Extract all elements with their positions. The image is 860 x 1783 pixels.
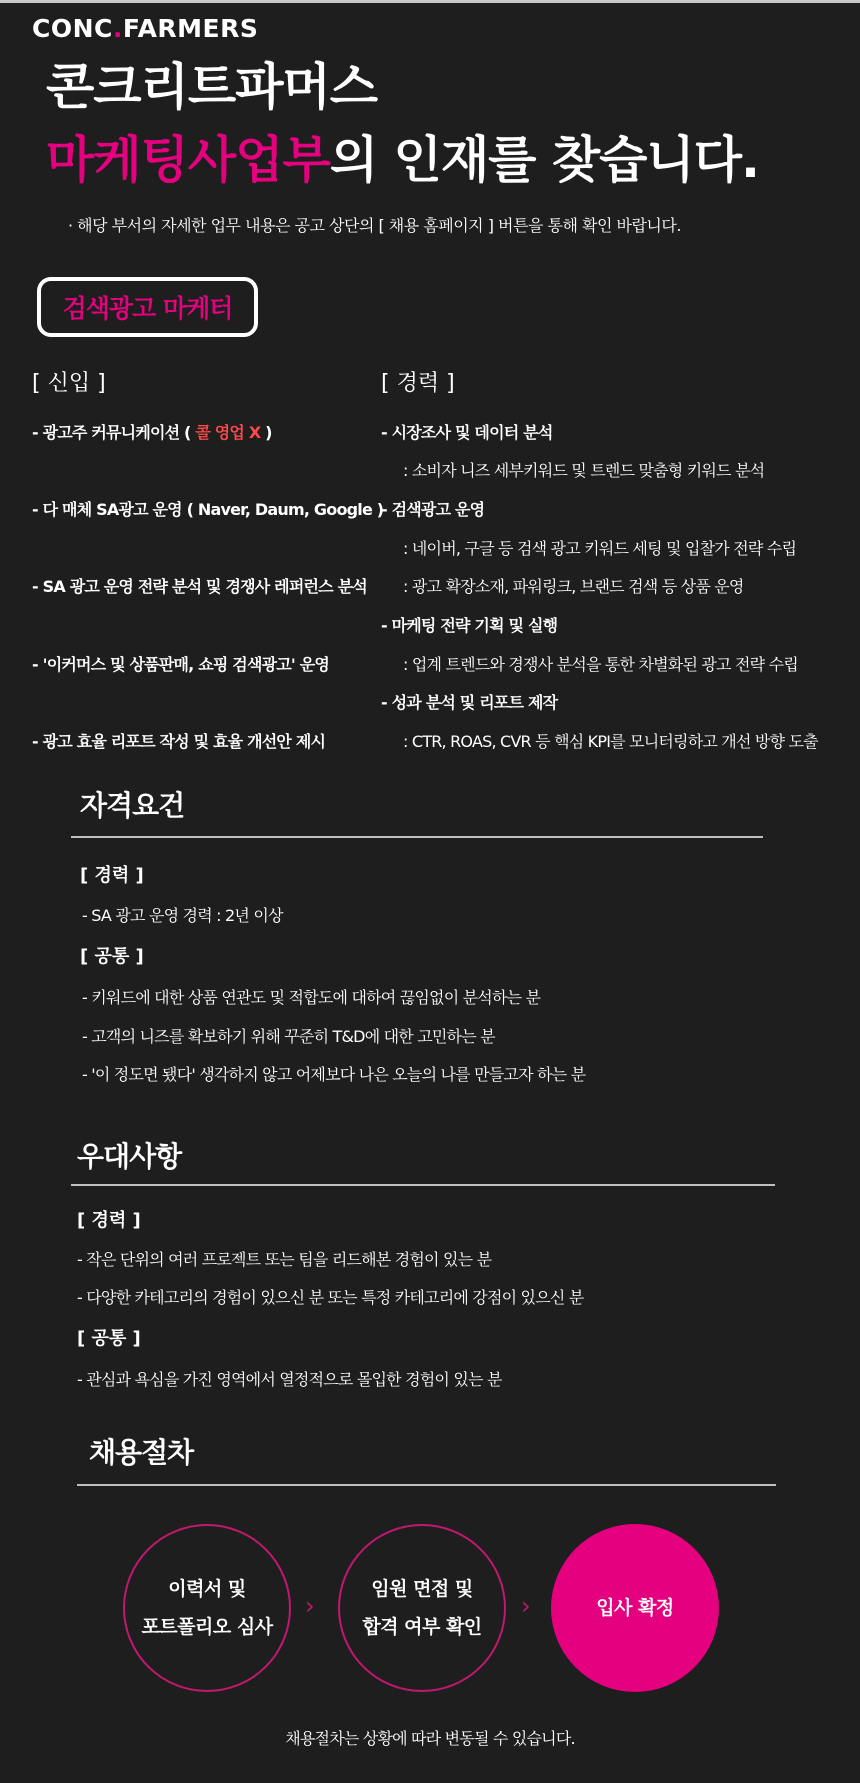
no-cold-call-note: 콜 영업 X [195, 423, 261, 442]
department-name: 마케팅사업부 [46, 131, 330, 189]
preferred-item: - 작은 단위의 여러 프로젝트 또는 팀을 리드해본 경험이 있는 분 [77, 1250, 492, 1269]
top-border [0, 0, 860, 3]
experienced-duty-detail: : 소비자 니즈 세부키워드 및 트렌드 맞춤형 키워드 분석 [403, 461, 765, 480]
process-step-final: 입사 확정 [551, 1524, 719, 1692]
qualification-item: - SA 광고 운영 경력 : 2년 이상 [82, 906, 283, 925]
section-divider [71, 1184, 775, 1186]
experienced-duty: - 마케팅 전략 기획 및 실행 [381, 616, 558, 635]
detail-note: · 해당 부서의 자세한 업무 내용은 공고 상단의 [ 채용 홈페이지 ] 버튼을 통해 확인 바랍니다. [68, 216, 681, 235]
qualification-item: - '이 정도면 됐다' 생각하지 않고 어제보다 나은 오늘의 나를 만들고자 하는 분 [82, 1065, 586, 1084]
experienced-duty: - 검색광고 운영 [381, 500, 485, 519]
experienced-duty-detail: : 업계 트렌드와 경쟁사 분석을 통한 차별화된 광고 전략 수립 [403, 655, 798, 674]
experienced-duty-detail: : 광고 확장소재, 파워링크, 브랜드 검색 등 상품 운영 [403, 577, 744, 596]
newcomer-item: - 광고주 커뮤니케이션 ( 콜 영업 X ) [32, 423, 272, 442]
process-footnote: 채용절차는 상황에 따라 변동될 수 있습니다. [285, 1729, 575, 1748]
preferred-item: - 다양한 카테고리의 경험이 있으신 분 또는 특정 카테고리에 강점이 있으신 분 [77, 1288, 584, 1307]
headline-department: 마케팅사업부의 인재를 찾습니다. [46, 131, 760, 189]
qualifications-experience-head: [ 경력 ] [80, 865, 144, 886]
company-logo: CONC.FARMERS [32, 14, 259, 43]
newcomer-item: - 다 매체 SA광고 운영 ( Naver, Daum, Google ) [32, 500, 384, 519]
process-step-interview: 임원 면접 및 합격 여부 확인 [338, 1524, 506, 1692]
experienced-duty: - 성과 분석 및 리포트 제작 [381, 693, 558, 712]
section-divider [71, 836, 763, 838]
qualification-item: - 키워드에 대한 상품 연관도 및 적합도에 대하여 끊임없이 분석하는 분 [82, 988, 541, 1007]
experienced-heading: [ 경력 ] [381, 371, 455, 396]
newcomer-item: - SA 광고 운영 전략 분석 및 경쟁사 레퍼런스 분석 [32, 577, 367, 596]
headline-company: 콘크리트파머스 [46, 58, 378, 116]
preferred-common-head: [ 공통 ] [77, 1328, 141, 1349]
qualifications-title: 자격요건 [80, 789, 185, 822]
section-divider [77, 1484, 776, 1486]
qualifications-common-head: [ 공통 ] [80, 946, 144, 967]
qualification-item: - 고객의 니즈를 확보하기 위해 꾸준히 T&D에 대한 고민하는 분 [82, 1027, 495, 1046]
experienced-duty-detail: : 네이버, 구글 등 검색 광고 키워드 세팅 및 입찰가 전략 수립 [403, 539, 797, 558]
process-step-document-review: 이력서 및 포트폴리오 심사 [123, 1524, 291, 1692]
newcomer-item: - 광고 효율 리포트 작성 및 효율 개선안 제시 [32, 732, 326, 751]
chevron-right-icon: › [305, 1592, 315, 1620]
preferred-title: 우대사항 [77, 1140, 182, 1173]
experienced-duty-detail: : CTR, ROAS, CVR 등 핵심 KPI를 모니터링하고 개선 방향 도출 [403, 732, 818, 751]
newcomer-heading: [ 신입 ] [32, 371, 106, 396]
role-badge: 검색광고 마케터 [37, 277, 258, 337]
chevron-right-icon: › [521, 1592, 531, 1620]
preferred-experience-head: [ 경력 ] [77, 1210, 141, 1231]
newcomer-item: - '이커머스 및 상품판매, 쇼핑 검색광고' 운영 [32, 655, 330, 674]
experienced-duty: - 시장조사 및 데이터 분석 [381, 423, 553, 442]
process-title: 채용절차 [89, 1436, 194, 1469]
preferred-item: - 관심과 욕심을 가진 영역에서 열정적으로 몰입한 경험이 있는 분 [77, 1370, 502, 1389]
